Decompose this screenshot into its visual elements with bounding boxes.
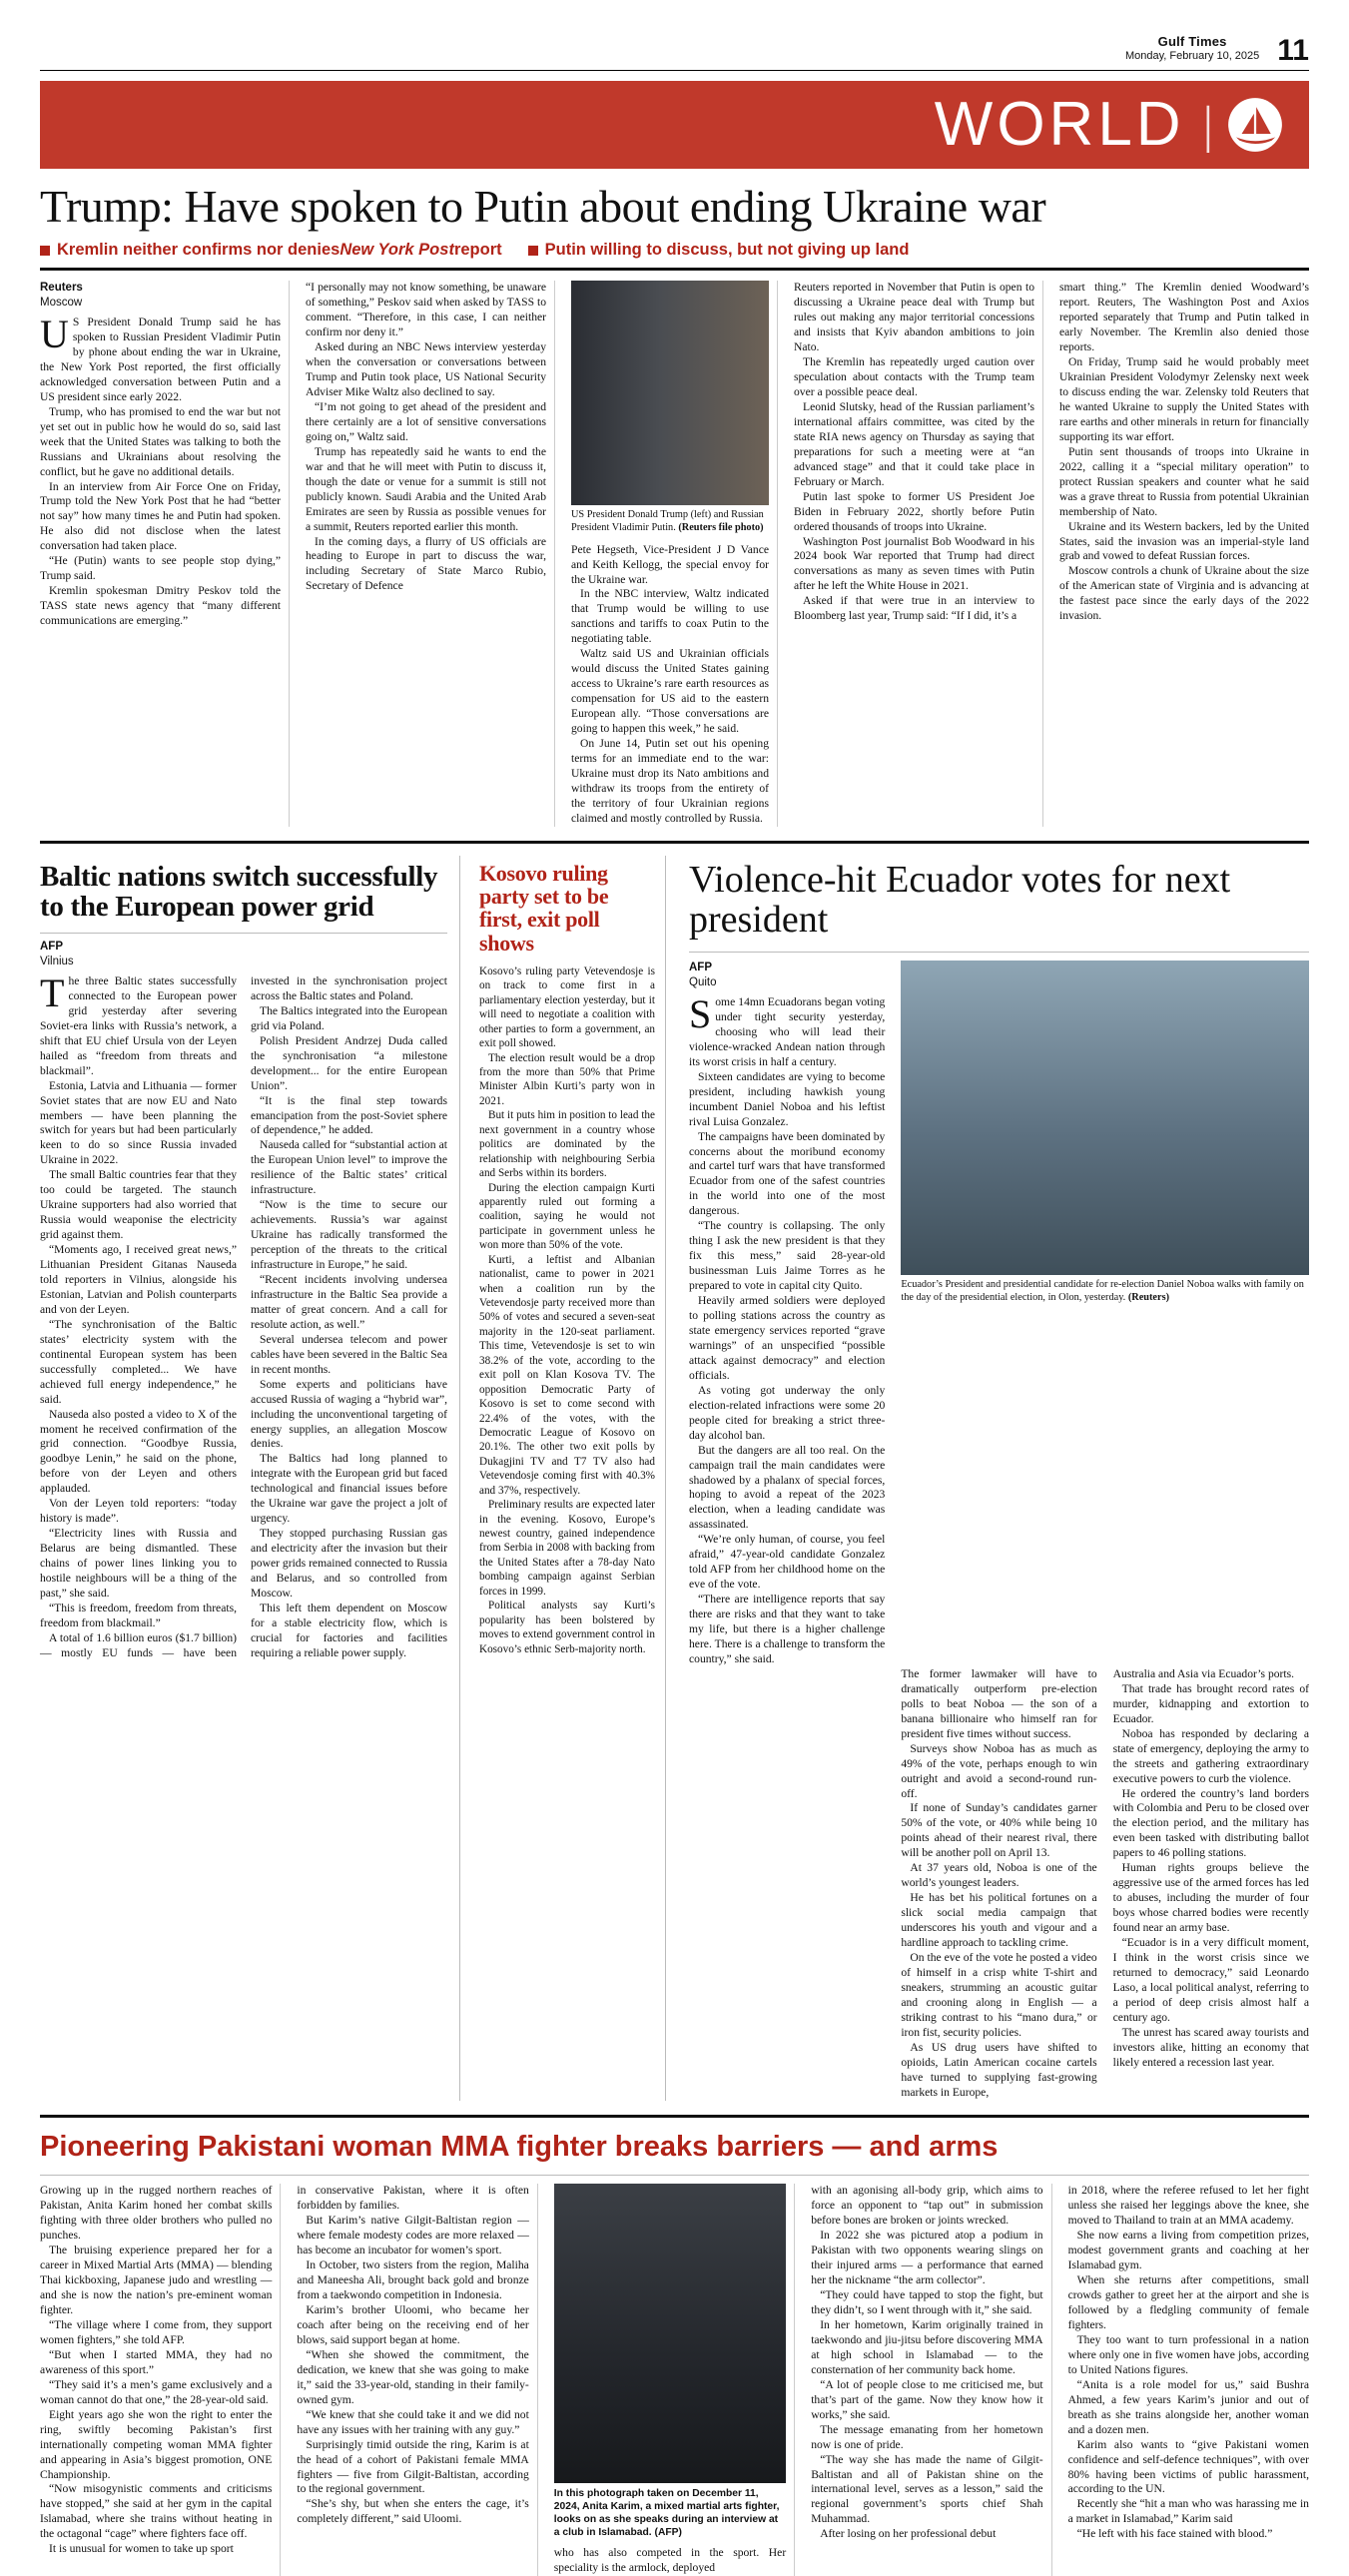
paragraph: On the eve of the vote he posted a video of himself in a crisp white T-shirt and sneakers, strumming an acoustic guitar and crooning along in English — a striking contrast to his “mano dura,” or iron fist, security policies. — [901, 1951, 1097, 2039]
paragraph: He has bet his political fortunes on a slick social media campaign that underscores his youth and vigour and a hardline approach to tackling crime. — [901, 1891, 1097, 1950]
ecuador-byline-location: Quito — [689, 975, 717, 988]
paragraph: “The village where I come from, they support women fighters,” she told AFP. — [40, 2318, 273, 2346]
paragraph: They too want to turn professional in a nation where only one in five women have jobs, according to United Nations figures. — [1067, 2332, 1309, 2376]
paragraph: “Electricity lines with Russia and Belarus are being dismantled. These chains of power lines linking you to hostile neighbours will be a thing of the past,” she said. — [40, 1527, 237, 1601]
paragraph: The Kremlin has repeatedly urged caution over speculation about contacts with the Trump team over a possible peace deal. — [794, 355, 1034, 398]
paragraph: Putin sent thousands of troops into Ukraine in 2022, calling it a “special military operation” to protect Russian speakers and counter what he said was a grave threat to Russia from potential Ukrainian membership of Nato. — [1059, 444, 1309, 518]
bullet-square-icon — [528, 246, 538, 256]
paragraph: Recently she “hit a man who was harassing me in a market in Islamabad,” Karim said — [1067, 2497, 1309, 2526]
paragraph: She now earns a living from competition prizes, modest government grants and coaching at her Islamabad gym. — [1067, 2229, 1309, 2272]
feature-story — [40, 2115, 1309, 2576]
baltic-byline — [40, 940, 447, 968]
paragraph: The campaigns have been dominated by concerns about the moribund economy and cartel turf wars that have transformed Ecuador from one of the safest countries in the world into one of the most dangerous. — [689, 1129, 886, 1218]
publication-date: Monday, February 10, 2025 — [1124, 50, 1260, 63]
paragraph: Polish President Andrzej Duda called the synchronisation “a milestone development... for the entire European Union”. — [251, 1033, 447, 1092]
feature-grid — [40, 2184, 1309, 2575]
paragraph: smart thing.” The Kremlin denied Woodward’s report. Reuters, The Washington Post and Axios reported separately that Trump and Putin talked in early November. The Kremlin also denied those reports. — [1059, 281, 1309, 354]
paragraph: in 2018, where the referee refused to let her fight unless she raised her leggings above the knee, she moved to Thailand to train at an MMA academy. — [1067, 2184, 1309, 2228]
lead-subhead-2-text: Putin willing to discuss, but not giving up land — [544, 241, 910, 260]
paragraph: “Recent incidents involving undersea infrastructure in the Baltic Sea provide a matter of great concern. And a call for resolute action, as well.” — [251, 1273, 447, 1331]
paragraph: “The country is collapsing. The only thing I ask the new president is that they fix this mess,” said 28-year-old businessman Luis Jaime Torres as he prepared to vote in capital city Quito. — [689, 1219, 886, 1293]
paragraph: Kosovo’s ruling party Vetevendosje is on track to come first in a parliamentary election yesterday, but it will need to negotiate a coalition with other parties to form a government, an exit poll showed. — [479, 965, 655, 1050]
paragraph: Human rights groups believe the aggressive use of the armed forces has led to abuses, including the murder of four boys whose charred bodies were recently found near an army base. — [1112, 1861, 1309, 1935]
paragraph: In 2022 she was pictured atop a podium in Pakistan with two opponents wearing slings on their injured arms — a performance that earned her the nickname “the arm collector”. — [811, 2229, 1043, 2287]
paragraph: The bruising experience prepared her for a career in Mixed Martial Arts (MMA) — blending Thai kickboxing, Japanese judo and wrestling — and she is now the nation’s pre-eminent woman fighter. — [40, 2244, 273, 2317]
ecuador-divider — [689, 952, 1309, 953]
paragraph: Growing up in the rugged northern reaches of Pakistan, Anita Karim honed her combat skills fighting with three older brothers who pulled no punches. — [40, 2184, 273, 2243]
lead-column-5 — [1059, 281, 1309, 826]
lead-subhead-1-emphasis: New York Post — [339, 241, 454, 260]
paragraph: “The way she has made the name of Gilgit-Baltistan and all of Pakistan shine on the international level, serves as a lesson,” said the regional government’s sports chief Shah Muhammad. — [811, 2452, 1043, 2526]
lead-subhead-2 — [528, 241, 910, 260]
lead-byline-agency: Reuters — [40, 282, 83, 295]
middle-band — [40, 856, 1309, 2101]
section-title: WORLD — [934, 90, 1185, 159]
paragraph: US President Donald Trump said he has spoken to Russian President Vladimir Putin by phone about ending the war in Ukraine, the New York Post reported, the first officially acknowledged conversation between Putin and a US president since early 2022. — [40, 312, 281, 403]
paragraph: “I personally may not know something, be unaware of something,” Peskov said when asked by TASS to comment. “Therefore, in this case, I can neither confirm nor deny it.” — [306, 281, 546, 339]
baltic-story — [40, 856, 459, 2101]
paragraph: Trump, who has promised to end the war but not yet set out in public how he would do so, said last week that the United States was talking to both the Russians and Ukrainians about resolving the conflict, but he gave no additional details. — [40, 404, 281, 478]
baltic-headline: Baltic nations switch successfully to the European power grid — [40, 860, 438, 924]
paragraph: The Baltics integrated into the European grid via Poland. — [251, 1003, 447, 1032]
caption-text: US President Donald Trump (left) and Russian President Vladimir Putin. — [571, 509, 764, 533]
page-number: 11 — [1277, 34, 1309, 67]
lead-body — [40, 281, 1309, 826]
lead-story — [40, 183, 1309, 827]
lead-byline-location: Moscow — [40, 296, 83, 309]
paragraph: Pete Hegseth, Vice-President J D Vance and Keith Kellogg, the special envoy for the Ukraine war. — [571, 542, 769, 586]
paragraph: Trump has repeatedly said he wants to end the war and that he will meet with Putin to discuss it, though the date or venue for a summit is still not publicly known. Saudi Arabia and the United Arab Emirates are seen by Russia as possible venues for a summit, Reuters reported earlier this month. — [306, 444, 546, 533]
paragraph: After losing on her professional debut — [820, 2527, 997, 2541]
feature-photo-image — [554, 2184, 786, 2483]
paragraph: Noboa has responded by declaring a state of emergency, deploying the army to the streets and gathering extraordinary executive powers to curb the violence. — [1112, 1726, 1309, 1785]
paragraph: The three Baltic states successfully connected to the European power grid yesterday after severing Soviet-era links with Russia’s network, a shift that EU chief Ursula von der Leyen hailed as “freedom from threats and blackmail”. — [40, 969, 237, 1077]
paragraph: In the coming days, a flurry of US officials are heading to Europe in part to discuss the war, including Secretary of State Marco Rubio, Secretary of Defence — [306, 534, 546, 593]
paragraph: Von der Leyen told reporters: “today history is made”. — [40, 1497, 237, 1526]
feature-headline: Pioneering Pakistani woman MMA fighter breaks barriers — and arms — [40, 2130, 999, 2163]
paragraph: The small Baltic countries fear that they too could be targeted. The staunch Ukraine supporters had also worried that Russia would weaponise the electricity grid against them. — [40, 1168, 237, 1242]
feature-column-2 — [297, 2184, 537, 2575]
paragraph: with an agonising all-body grip, which aims to force an opponent to “tap out” in submission before bones are broken or joints wrecked. — [811, 2184, 1043, 2228]
paragraph: As voting got underway the only election-related infractions were some 20 people cited for breaking a strict three-day alcohol ban. — [689, 1383, 886, 1442]
section-divider — [40, 841, 1309, 844]
paragraph: Nauseda also posted a video to X of the moment he received confirmation of the grid connection. “Goodbye Russia, goodbye Lenin,” he said on the phone, before von der Leyen and others applauded. — [40, 1407, 237, 1496]
caption-credit: (Reuters) — [1127, 1291, 1170, 1303]
paragraph: A total of 1.6 billion euros ($1.7 billion) — mostly EU funds — have been invested in the synchronisation project across the Baltic states and Poland. — [40, 973, 447, 1659]
dhow-boat-icon — [1227, 97, 1283, 153]
paragraph: “We knew that she could take it and we did not have any issues with her training with any guy.” — [297, 2407, 529, 2436]
lead-subheads — [40, 241, 1309, 271]
paragraph: “When she showed the commitment, the dedication, we knew that she was going to make it,” said the 33-year-old, standing in their family-owned gym. — [297, 2347, 529, 2406]
paragraph: “He left with his face stained with blood.” — [1076, 2527, 1273, 2541]
lead-photo — [571, 281, 769, 505]
paragraph: “I’m not going to get ahead of the president and there certainly are a lot of sensitive conversations going on,” Waltz said. — [306, 399, 546, 443]
lead-headline: Trump: Have spoken to Putin about ending Ukraine war — [40, 181, 1046, 232]
paragraph: Surveys show Noboa has as much as 49% of the vote, perhaps enough to win outright and avoid a second-round run-off. — [901, 1741, 1097, 1800]
column-rule — [459, 856, 469, 2101]
feature-column-3 — [554, 2184, 795, 2575]
paragraph: That trade has brought record rates of murder, kidnapping and extortion to Ecuador. — [1112, 1681, 1309, 1725]
paragraph: “This is freedom, freedom from threats, freedom from blackmail.” — [40, 1601, 237, 1629]
paragraph: Heavily armed soldiers were deployed to polling stations across the country as state emergency services reported “grave warnings” of an unspecified “possible attack against democracy” and election officials. — [689, 1294, 886, 1382]
feature-photo-caption — [554, 2488, 786, 2539]
masthead-info — [1125, 34, 1259, 64]
lead-photo-image — [571, 281, 769, 505]
paragraph: Karim also wants to “give Pakistani women confidence and self-defence techniques”, with over 80% having been victims of public harassment, according to the UN. — [1067, 2437, 1309, 2496]
paragraph: On Friday, Trump said he would probably meet Ukrainian President Volodymyr Zelensky next week to discuss ending the war. Zelensky told Reuters that he wanted Ukraine to supply the United States with rare earths and other minerals in return for financially supporting its war effort. — [1059, 355, 1309, 443]
ecuador-column-3 — [1113, 1667, 1309, 2101]
lead-byline — [40, 281, 281, 310]
caption-text: Ecuador’s President and presidential candidate for re-election Daniel Noboa walks with family on the day of the presidential election, in Olon, yesterday. — [901, 1279, 1304, 1303]
paragraph: But it puts him in position to lead the next government in a country whose politics are dominated by the relationship with neighbouring Serbia and Serbs within its borders. — [479, 1109, 655, 1180]
lead-subhead-1-end: report — [453, 241, 502, 260]
bullet-square-icon — [40, 246, 50, 256]
paragraph: Kremlin spokesman Dmitry Peskov told the TASS state news agency that “many different communications are emerging.” — [40, 584, 281, 628]
paragraph: “Anita is a role model for us,” said Bushra Ahmed, a few years Karim’s junior and out of breath as she trains alongside her, another woman and a dozen men. — [1067, 2377, 1309, 2436]
paragraph: Political analysts say Kurti’s popularity has been bolstered by moves to extend government control in Kosovo’s ethnic Serb-majority north. — [479, 1600, 655, 1655]
ecuador-grid — [689, 961, 1309, 2100]
lead-column-3 — [571, 281, 778, 826]
paragraph: Moscow controls a chunk of Ukraine about the size of the American state of Virginia and is advancing at the fastest pace since the early days of the 2022 invasion. — [1059, 564, 1309, 623]
paragraph: When she returns after competitions, small crowds gather to greet her at the airport and she is followed by a fledgling community of female fighters. — [1067, 2273, 1309, 2331]
paragraph: “But when I started MMA, they had no awareness of this sport.” — [40, 2347, 273, 2376]
paragraph: “Now misogynistic comments and criticisms have stopped,” she said at her gym in the capital Islamabad, where she trains without heating in the octagonal “cage” where fighters face off. — [40, 2482, 273, 2541]
lead-column-2 — [306, 281, 555, 826]
masthead-divider — [40, 70, 1309, 71]
feature-divider — [40, 2175, 1309, 2176]
paragraph: They stopped purchasing Russian gas and electricity after the invasion but their power grids remained connected to Russia and Belarus, and so controlled from Moscow. — [251, 1527, 447, 1601]
paragraph: “Ecuador is in a very difficult moment, I think in the worst crisis since we returned to democracy,” said Leonardo Laso, a local political analyst, referring to a period of deep crisis almost half a century ago. — [1112, 1936, 1309, 2024]
paragraph: Reuters reported in November that Putin is open to discussing a Ukraine peace deal with Trump but rules out making any major territorial concessions and insists that Kyiv abandon ambitions to join Nato. — [794, 281, 1034, 354]
paragraph: “It is the final step towards emancipation from the post-Soviet sphere of dependence,” he added. — [251, 1093, 447, 1137]
paragraph: Nauseda called for “substantial action at the European Union level” to improve the resilience of the Baltic states’ critical infrastructure. — [251, 1138, 447, 1197]
baltic-byline-agency: AFP — [40, 941, 63, 954]
paragraph: Waltz said US and Ukrainian officials would discuss the United States gaining access to Ukraine’s rare earth resources as compensation for US aid to the eastern European ally. “Those conversations are going to happen this week,” he said. — [571, 647, 769, 736]
paragraph: Asked if that were true in an interview to Bloomberg last year, Trump said: “If I did, it’s a — [794, 594, 1034, 623]
paragraph: Some experts and politicians have accused Russia of waging a “hybrid war”, including the unconventional targeting of energy supplies, an allegation Moscow denies. — [251, 1377, 447, 1451]
paragraph: Australia and Asia via Ecuador’s ports. — [1112, 1666, 1295, 1680]
publication-title: Gulf Times — [1157, 34, 1227, 49]
section-banner — [40, 81, 1309, 169]
paragraph: On June 14, Putin set out his opening terms for an immediate end to the war: Ukraine must drop its Nato ambitions and withdraw its troops from the entirety of the territory of four Ukrainian regions claimed and mostly controlled by Russia. — [571, 737, 769, 825]
feature-column-5 — [1068, 2184, 1309, 2575]
paragraph: The unrest has scared away tourists and investors alike, hitting an economy that likely entered a recession last year. — [1112, 2025, 1309, 2069]
ecuador-headline: Violence-hit Ecuador votes for next president — [689, 858, 1231, 941]
paragraph: In an interview from Air Force One on Friday, Trump told the New York Post that he had “better not say” how many times he and Putin had spoken. He also did not disclose when the latest conversation had taken place. — [40, 479, 281, 553]
column-rule — [665, 856, 675, 2101]
caption-text: In this photograph taken on December 11, 2024, Anita Karim, a mixed martial arts fighter, looks on as she speaks during an interview at a club in Islamabad. — [553, 2488, 780, 2538]
paragraph: Ukraine and its Western backers, led by the United States, said the invasion was an imperial-style land grab and vowed to defeat Russian forces. — [1059, 519, 1309, 563]
caption-credit: (Reuters file photo) — [678, 521, 764, 533]
paragraph: Leonid Slutsky, head of the Russian parliament’s international affairs committee, was cited by the state RIA news agency on Thursday as saying that preparations for such a meeting were at “an advanced stage” and that it could take place in February or March. — [794, 399, 1034, 488]
paragraph: It is unusual for women to take up sport — [49, 2542, 234, 2556]
paragraph: Estonia, Latvia and Lithuania — former Soviet states that are now EU and Nato members — have been planning the switch for years but had been particularly keen to do so since Russia invaded Ukraine in 2022. — [40, 1078, 237, 1167]
lead-column-1 — [40, 281, 290, 826]
paragraph: But the dangers are all too real. On the campaign trail the main candidates were shadowed by a phalanx of special forces, hoping to avoid a repeat of the 2023 election, when a leading candidate was assassinated. — [689, 1443, 886, 1532]
ecuador-column-1 — [689, 961, 885, 1667]
paragraph: “Moments ago, I received great news,” Lithuanian President Gitanas Nauseda told reporters in Vilnius, alongside his Estonian, Latvian and Polish counterparts and von der Leyen. — [40, 1243, 237, 1316]
ecuador-photo-image — [901, 961, 1309, 1275]
paragraph: “They said it’s a men’s game exclusively and a woman cannot do that one,” the 28-year-old said. — [40, 2377, 273, 2406]
paragraph: Some 14mn Ecuadorans began voting under tight security yesterday, choosing who will lead their violence-wracked Andean nation through its worst crisis in half a century. — [689, 991, 886, 1068]
lead-subhead-1 — [40, 241, 502, 260]
ecuador-photo-caption — [901, 1279, 1309, 1304]
paragraph: “A lot of people close to me criticised me, but that’s part of the game. Now they know how it works,” she said. — [811, 2377, 1043, 2421]
paragraph: Sixteen candidates are vying to become president, including hawkish young incumbent Daniel Noboa and his leftist rival Luisa Gonzalez. — [689, 1069, 886, 1128]
masthead — [40, 0, 1309, 67]
paragraph: Preliminary results are expected later in the evening. Kosovo, Europe’s newest country, gained independence from Serbia in 2008 with backing from the United States after a 78-day Nato bombing campaign against Serbian forces in 1999. — [479, 1499, 655, 1598]
paragraph: “He (Putin) wants to see people stop dying,” Trump said. — [40, 554, 281, 583]
paragraph: “We’re only human, of course, you feel afraid,” 47-year-old candidate Gonzalez told AFP from her childhood home on the eve of the vote. — [689, 1533, 886, 1592]
lead-photo-caption — [571, 509, 769, 534]
paragraph: “They could have tapped to stop the fight, but they didn’t, so I went through with it,” she said. — [811, 2288, 1043, 2317]
paragraph: If none of Sunday’s candidates garner 50% of the vote, or 40% while being 10 points ahead of their nearest rival, there will be another poll on April 13. — [901, 1801, 1097, 1860]
ecuador-byline-agency: AFP — [689, 962, 712, 974]
paragraph: “She’s shy, but when she enters the cage, it’s completely different,” said Uloomi. — [297, 2497, 529, 2526]
paragraph: But Karim’s native Gilgit-Baltistan region — where female modesty codes are more relaxed — has become an incubator for women’s sport. — [297, 2214, 529, 2257]
paragraph: Putin last spoke to former US President Joe Biden in February 2022, shortly before Putin ordered thousands of troops into Ukraine. — [794, 489, 1034, 533]
feature-column-4 — [811, 2184, 1051, 2575]
paragraph: in conservative Pakistan, where it is often forbidden by families. — [297, 2184, 529, 2213]
kosovo-headline: Kosovo ruling party set to be first, exit poll shows — [479, 860, 609, 956]
paragraph: Asked during an NBC News interview yesterday when the conversation or conversations between Trump and Putin took place, US National Security Adviser Mike Waltz also declined to say. — [306, 340, 546, 398]
ecuador-byline — [689, 961, 885, 989]
feature-column-1 — [40, 2184, 281, 2575]
paragraph: Several undersea telecom and power cables have been severed in the Baltic Sea in recent months. — [251, 1332, 447, 1376]
ecuador-story — [675, 856, 1309, 2101]
ecuador-photo-block — [901, 961, 1309, 1663]
paragraph: At 37 years old, Noboa is one of the world’s youngest leaders. — [901, 1861, 1097, 1890]
paragraph: This left them dependent on Moscow for a stable electricity flow, which is crucial for factories and facilities requiring a reliable power supply. — [251, 1601, 447, 1659]
lead-column-4 — [794, 281, 1043, 826]
banner-separator: | — [1202, 96, 1213, 154]
paragraph: Eight years ago she won the right to enter the ring, swiftly becoming Pakistan’s first internationally competing woman MMA fighter and appearing in Asia’s biggest promotion, ONE Championship. — [40, 2407, 273, 2481]
caption-credit: (AFP) — [654, 2527, 682, 2538]
paragraph: The message emanating from her hometown now is one of pride. — [811, 2422, 1043, 2451]
paragraph: In her hometown, Karim originally trained in taekwondo and jiu-jitsu before discovering MMA at high school in Islamabad — to the consternation of her community back home. — [811, 2318, 1043, 2376]
baltic-text — [40, 969, 447, 1661]
paragraph: As US drug users have shifted to opioids, Latin American cocaine cartels have turned to supplying fast-growing markets in Europe, — [901, 2040, 1097, 2099]
paragraph: “Now is the time to secure our achievements. Russia’s war against Ukraine has radically transformed the perception of the threats to the critical infrastructure in Europe,” he said. — [251, 1198, 447, 1272]
paragraph: The former lawmaker will have to dramatically outperform pre-election polls to beat Noboa — the son of a banana billionaire who himself ran for president five times without success. — [901, 1666, 1097, 1740]
paragraph: The Baltics had long planned to integrate with the European grid but faced technological and financial issues before the Ukraine war gave the project a jolt of urgency. — [251, 1452, 447, 1526]
paragraph: In the NBC interview, Waltz indicated that Trump would be willing to use sanctions and tariffs to coax Putin to the negotiating table. — [571, 587, 769, 646]
lead-subhead-1-text: Kremlin neither confirms nor denies — [57, 241, 340, 260]
paragraph: who has also competed in the sport. Her speciality is the armlock, deployed — [553, 2545, 787, 2574]
paragraph: He ordered the country’s land borders with Colombia and Peru to be closed over the election period, and the military has even been tasked with distributing ballot papers to 46 polling stations. — [1112, 1786, 1309, 1860]
kosovo-story — [469, 856, 665, 2101]
baltic-divider — [40, 933, 447, 934]
paragraph: Washington Post journalist Bob Woodward in his 2024 book War reported that Trump had direct conversations as many as seven times with Putin after he left the White House in 2021. — [794, 534, 1034, 593]
ecuador-column-2 — [901, 1667, 1096, 2101]
paragraph: Karim’s brother Uloomi, who became her coach after being on the receiving end of her blows, said support began at home. — [297, 2303, 529, 2346]
baltic-byline-location: Vilnius — [40, 955, 74, 967]
paragraph: The election result would be a drop from the more than 50% that Prime Minister Albin Kurti’s party won in 2021. — [479, 1051, 655, 1107]
paragraph: “There are intelligence reports that say there are risks and that they want to take my life, but there is a higher challenge here. There is a challenge to transform the country,” she said. — [689, 1593, 886, 1665]
paragraph: “The synchronisation of the Baltic states’ electricity system with the continental European system has been successfully completed... We have achieved full energy independence,” he said. — [40, 1317, 237, 1406]
paragraph: Surprisingly timid outside the ring, Karim is at the head of a cohort of Pakistani female MMA fighters — five from Gilgit-Baltistan, according to the regional government. — [297, 2437, 529, 2496]
paragraph: During the election campaign Kurti apparently ruled out forming a coalition, saying he would not participate in government unless he won more than 50% of the vote. — [479, 1181, 655, 1252]
paragraph: Kurti, a leftist and Albanian nationalist, came to power in 2021 when a coalition run by the Vetevendosje party received more than 50% of votes and secured a seven-seat majority in the 120-seat parliament. This time, Vetevendosje is set to win 38.2% of the vote, according to the exit poll on Klan Kosova TV. The opposition Democratic Party of Kosovo is set to come second with 22.4% of the votes, with the Democratic League of Kosovo on 20.1%. The other two exit polls by Dukagjini TV and T7 TV also had Vetevendosje coming first with 40.3% and 37%, respectively. — [479, 1253, 655, 1497]
paragraph: In October, two sisters from the region, Maliha and Maneesha Ali, brought back gold and bronze from a taekwondo competition in Indonesia. — [297, 2258, 529, 2302]
